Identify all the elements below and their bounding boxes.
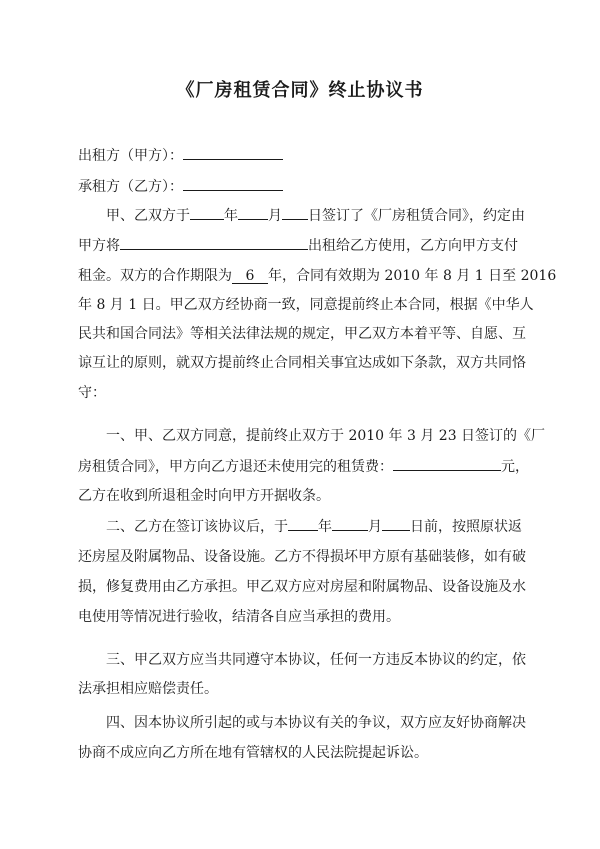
refund-amount-blank[interactable] xyxy=(393,456,501,471)
intro-line-7: 守： xyxy=(78,385,106,401)
clause1-line-2 xyxy=(78,456,529,477)
lessor-label: 出租方（甲方）： xyxy=(78,148,183,164)
return-month-blank[interactable] xyxy=(332,516,368,531)
clause2-line-1 xyxy=(106,516,522,537)
lessor-line xyxy=(78,145,283,166)
lessee-label: 承租方（乙方）： xyxy=(78,179,183,195)
clause4-line-1: 四、因本协议所引起的或与本协议有关的争议，双方应友好协商解决 xyxy=(106,715,526,731)
intro-text: 出租给乙方使用，乙方向甲方支付 xyxy=(308,238,518,254)
intro-text: 甲方将 xyxy=(78,238,120,254)
clause2-line-2: 还房屋及附属物品、设备设施。乙方不得损坏甲方原有基础装修，如有破 xyxy=(78,549,526,565)
intro-line-3 xyxy=(78,266,556,286)
clause2-text: 年 xyxy=(318,519,332,535)
return-day-blank[interactable] xyxy=(382,516,410,531)
clause1-line-1: 一、甲、乙双方同意，提前终止双方于 2010 年 3 月 23 日签订的《厂 xyxy=(106,428,546,444)
intro-text: 月 xyxy=(268,208,282,224)
sign-day-blank[interactable] xyxy=(282,205,308,220)
clause1-line-3: 乙方在收到所退租金时向甲方开据收条。 xyxy=(78,488,330,504)
premises-blank[interactable] xyxy=(120,235,308,250)
return-year-blank[interactable] xyxy=(288,516,318,531)
clause4-line-2: 协商不成应向乙方所在地有管辖权的人民法院提起诉讼。 xyxy=(78,745,428,761)
lessee-line xyxy=(78,176,283,197)
intro-text: 甲、乙双方于 xyxy=(106,208,190,224)
document-title: 《厂房租赁合同》终止协议书 xyxy=(176,80,424,101)
clause3-line-2: 法承担相应赔偿责任。 xyxy=(78,681,218,697)
intro-line-1 xyxy=(106,205,525,226)
clause3-line-1: 三、甲乙双方应当共同遵守本协议，任何一方违反本协议的约定，依 xyxy=(106,652,526,668)
clause1-text: 房租赁合同》，甲方向乙方退还未使用完的租赁费： xyxy=(78,459,393,475)
sign-year-blank[interactable] xyxy=(190,205,224,220)
clause1-text: 元， xyxy=(501,459,529,475)
intro-line-4: 年 8 月 1 日。甲乙双方经协商一致，同意提前终止本合同，根据《中华人 xyxy=(78,297,534,313)
lessee-blank[interactable] xyxy=(183,176,283,191)
term-years-value: 6 xyxy=(232,269,268,284)
clause2-line-4: 电使用等情况进行验收，结清各自应当承担的费用。 xyxy=(78,609,400,625)
clause2-line-3: 损，修复费用由乙方承担。甲乙双方应对房屋和附属物品、设备设施及水 xyxy=(78,579,526,595)
intro-text: 租金。双方的合作期限为 xyxy=(78,268,232,284)
sign-month-blank[interactable] xyxy=(238,205,268,220)
lessor-blank[interactable] xyxy=(183,145,283,160)
intro-line-6: 谅互让的原则，就双方提前终止合同相关事宜达成如下条款，双方共同恪 xyxy=(78,355,526,371)
intro-text: 日签订了《厂房租赁合同》，约定由 xyxy=(308,208,525,224)
clause2-text: 月 xyxy=(368,519,382,535)
intro-text: 年，合同有效期为 2010 年 8 月 1 日至 2016 xyxy=(268,268,557,284)
clause2-text: 二、乙方在签订该协议后，于 xyxy=(106,519,288,535)
intro-line-2 xyxy=(78,235,518,256)
intro-text: 年 xyxy=(224,208,238,224)
intro-line-5: 民共和国合同法》等相关法律法规的规定，甲乙双方本着平等、自愿、互 xyxy=(78,326,526,342)
clause2-text: 日前，按照原状返 xyxy=(410,519,522,535)
